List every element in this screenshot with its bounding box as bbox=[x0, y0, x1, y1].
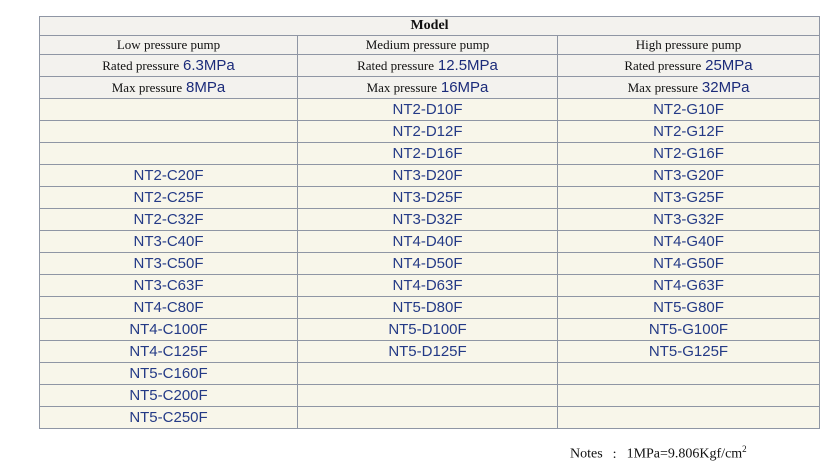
notes-separator: : bbox=[612, 446, 617, 462]
model-cell-medium bbox=[298, 363, 558, 385]
table-row bbox=[40, 363, 820, 385]
model-cell-low: NT4-C80F bbox=[40, 297, 298, 319]
model-cell-medium: NT2-D16F bbox=[298, 143, 558, 165]
model-cell-high: NT2-G10F bbox=[558, 99, 820, 121]
rated-pressure-value: 12.5MPa bbox=[437, 57, 498, 74]
notes-label: Notes bbox=[570, 446, 603, 462]
model-cell-low: NT2-C25F bbox=[40, 187, 298, 209]
max-pressure-value: 32MPa bbox=[701, 79, 750, 96]
model-cell-medium: NT3-D25F bbox=[298, 187, 558, 209]
max-pressure-value: 16MPa bbox=[440, 79, 489, 96]
model-cell-medium: NT4-D63F bbox=[298, 275, 558, 297]
table-row bbox=[40, 121, 820, 143]
model-cell-medium: NT4-D40F bbox=[298, 231, 558, 253]
rated-pressure-label: Rated pressure bbox=[357, 58, 434, 73]
table-row bbox=[40, 385, 820, 407]
model-table-container bbox=[39, 16, 819, 429]
table-row bbox=[40, 165, 820, 187]
model-cell-medium: NT3-D20F bbox=[298, 165, 558, 187]
table-row bbox=[40, 143, 820, 165]
model-cell-medium: NT5-D125F bbox=[298, 341, 558, 363]
table-row bbox=[40, 319, 820, 341]
max-pressure-label: Max pressure bbox=[627, 80, 698, 95]
model-cell-medium: NT4-D50F bbox=[298, 253, 558, 275]
model-cell-low: NT4-C100F bbox=[40, 319, 298, 341]
pump-type-low: Low pressure pump bbox=[40, 36, 298, 55]
rated-pressure-low bbox=[40, 55, 298, 77]
table-row bbox=[40, 231, 820, 253]
model-cell-low: NT3-C40F bbox=[40, 231, 298, 253]
model-cell-medium: NT3-D32F bbox=[298, 209, 558, 231]
pump-type-high: High pressure pump bbox=[558, 36, 820, 55]
max-pressure-label: Max pressure bbox=[366, 80, 437, 95]
model-cell-high: NT3-G25F bbox=[558, 187, 820, 209]
model-cell-medium: NT5-D80F bbox=[298, 297, 558, 319]
notes bbox=[570, 444, 747, 463]
max-pressure-high bbox=[558, 77, 820, 99]
model-cell-high: NT3-G20F bbox=[558, 165, 820, 187]
model-cell-high: NT4-G40F bbox=[558, 231, 820, 253]
model-cell-medium: NT2-D10F bbox=[298, 99, 558, 121]
model-cell-high: NT5-G125F bbox=[558, 341, 820, 363]
model-cell-high: NT5-G100F bbox=[558, 319, 820, 341]
table-row bbox=[40, 275, 820, 297]
model-cell-low: NT2-C32F bbox=[40, 209, 298, 231]
model-cell-high: NT2-G12F bbox=[558, 121, 820, 143]
model-cell-high bbox=[558, 363, 820, 385]
rated-pressure-high bbox=[558, 55, 820, 77]
notes-superscript: 2 bbox=[742, 444, 747, 454]
model-cell-low: NT3-C63F bbox=[40, 275, 298, 297]
model-cell-low bbox=[40, 121, 298, 143]
table-row bbox=[40, 209, 820, 231]
model-cell-low bbox=[40, 143, 298, 165]
model-cell-high: NT2-G16F bbox=[558, 143, 820, 165]
model-cell-high bbox=[558, 407, 820, 429]
model-table bbox=[39, 16, 820, 429]
model-cell-high: NT5-G80F bbox=[558, 297, 820, 319]
model-cell-high bbox=[558, 385, 820, 407]
table-row bbox=[40, 187, 820, 209]
max-pressure-low bbox=[40, 77, 298, 99]
max-pressure-value: 8MPa bbox=[186, 79, 226, 96]
rated-pressure-label: Rated pressure bbox=[102, 58, 180, 73]
model-cell-medium bbox=[298, 385, 558, 407]
model-header: Model bbox=[40, 17, 820, 36]
model-cell-low bbox=[40, 99, 298, 121]
model-cell-low: NT2-C20F bbox=[40, 165, 298, 187]
table-row bbox=[40, 341, 820, 363]
max-pressure-label: Max pressure bbox=[111, 80, 183, 95]
model-cell-medium: NT5-D100F bbox=[298, 319, 558, 341]
model-cell-medium: NT2-D12F bbox=[298, 121, 558, 143]
rated-pressure-value: 25MPa bbox=[705, 57, 753, 74]
rated-pressure-medium bbox=[298, 55, 558, 77]
model-cell-low: NT3-C50F bbox=[40, 253, 298, 275]
table-row bbox=[40, 407, 820, 429]
pump-type-medium: Medium pressure pump bbox=[298, 36, 558, 55]
table-row bbox=[40, 297, 820, 319]
model-cell-low: NT5-C200F bbox=[40, 385, 298, 407]
table-row bbox=[40, 253, 820, 275]
model-cell-medium bbox=[298, 407, 558, 429]
table-row bbox=[40, 99, 820, 121]
rated-pressure-value: 6.3MPa bbox=[183, 57, 235, 74]
model-cell-high: NT4-G63F bbox=[558, 275, 820, 297]
model-cell-low: NT5-C250F bbox=[40, 407, 298, 429]
max-pressure-medium bbox=[298, 77, 558, 99]
model-cell-low: NT4-C125F bbox=[40, 341, 298, 363]
model-cell-high: NT3-G32F bbox=[558, 209, 820, 231]
model-cell-high: NT4-G50F bbox=[558, 253, 820, 275]
rated-pressure-label: Rated pressure bbox=[624, 58, 702, 73]
model-cell-low: NT5-C160F bbox=[40, 363, 298, 385]
rated-pressure-row bbox=[40, 55, 820, 77]
max-pressure-row bbox=[40, 77, 820, 99]
notes-text: 1MPa=9.806Kgf/cm bbox=[626, 446, 743, 462]
